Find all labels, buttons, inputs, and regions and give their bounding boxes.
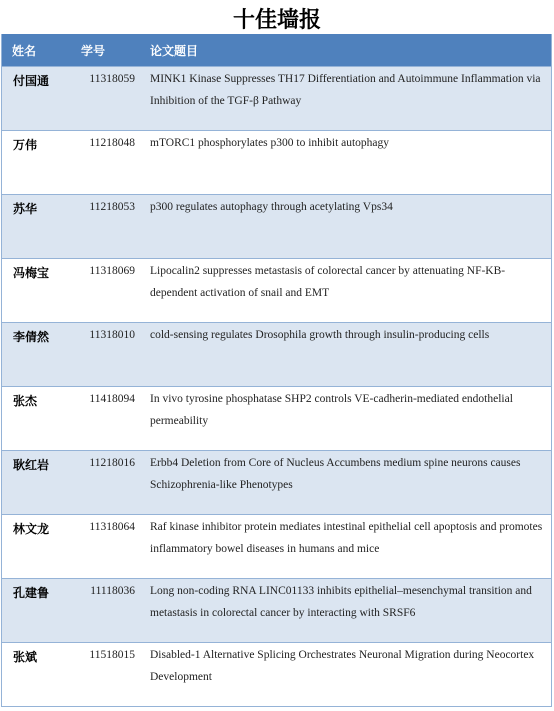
student-id: 11218053 [89,201,135,213]
student-id: 11318010 [89,329,135,341]
paper-title: mTORC1 phosphorylates p300 to inhibit autophagy [150,137,390,149]
header-student-id: 学号 [81,43,106,58]
paper-title: Lipocalin2 suppresses metastasis of colorectal cancer by attenuating NF-KB-dependent activation of snail and EMT [150,265,506,299]
paper-title: Disabled-1 Alternative Splicing Orchestrates Neuronal Migration during Neocortex Development [150,649,535,683]
table-row [2,66,551,130]
paper-title: In vivo tyrosine phosphatase SHP2 controls VE-cadherin-mediated endothelial permeability [150,393,513,427]
table-row [2,450,551,514]
student-name: 耿红岩 [13,458,50,472]
student-id: 11218016 [89,457,135,469]
student-id: 11318059 [89,73,135,85]
table-row [2,642,551,706]
paper-title: p300 regulates autophagy through acetylating Vps34 [150,201,393,213]
table-row [2,322,551,386]
table-header [2,34,551,66]
student-name: 孔建鲁 [13,586,50,600]
student-name: 冯梅宝 [13,266,50,280]
table-row [2,514,551,578]
paper-title: Erbb4 Deletion from Core of Nucleus Accumbens medium spine neurons causes Schizophrenia-like Phenotypes [150,457,521,491]
table-row [2,258,551,322]
student-name: 万伟 [13,138,38,152]
student-name: 苏华 [13,202,38,216]
student-id: 11418094 [89,393,135,405]
table-row [2,578,551,642]
student-name: 张斌 [13,650,38,664]
student-id: 11318064 [89,521,135,533]
table-row [2,194,551,258]
student-id: 11218048 [89,137,135,149]
student-name: 张杰 [13,394,38,408]
student-name: 付国通 [13,74,50,88]
paper-title: MINK1 Kinase Suppresses TH17 Differentiation and Autoimmune Inflammation via Inhibition of the TGF-β Pathway [150,73,541,107]
header-paper-title: 论文题目 [150,43,199,58]
table-row [2,130,551,194]
page-title: 十佳墙报 [232,7,321,33]
poster-table [1,34,552,707]
table-row [2,386,551,450]
paper-title: cold-sensing regulates Drosophila growth through insulin-producing cells [150,329,490,341]
paper-title: Long non-coding RNA LINC01133 inhibits epithelial–mesenchymal transition and metastasis in colorectal cancer by interacting with SRSF6 [150,585,532,619]
student-name: 李倩然 [13,330,50,344]
student-name: 林文龙 [13,522,50,536]
header-name: 姓名 [12,43,37,58]
student-id: 11118036 [90,585,135,597]
student-id: 11318069 [89,265,135,277]
paper-title: Raf kinase inhibitor protein mediates intestinal epithelial cell apoptosis and promotes inflammatory bowel diseases in humans and mice [150,521,543,555]
student-id: 11518015 [89,649,135,661]
